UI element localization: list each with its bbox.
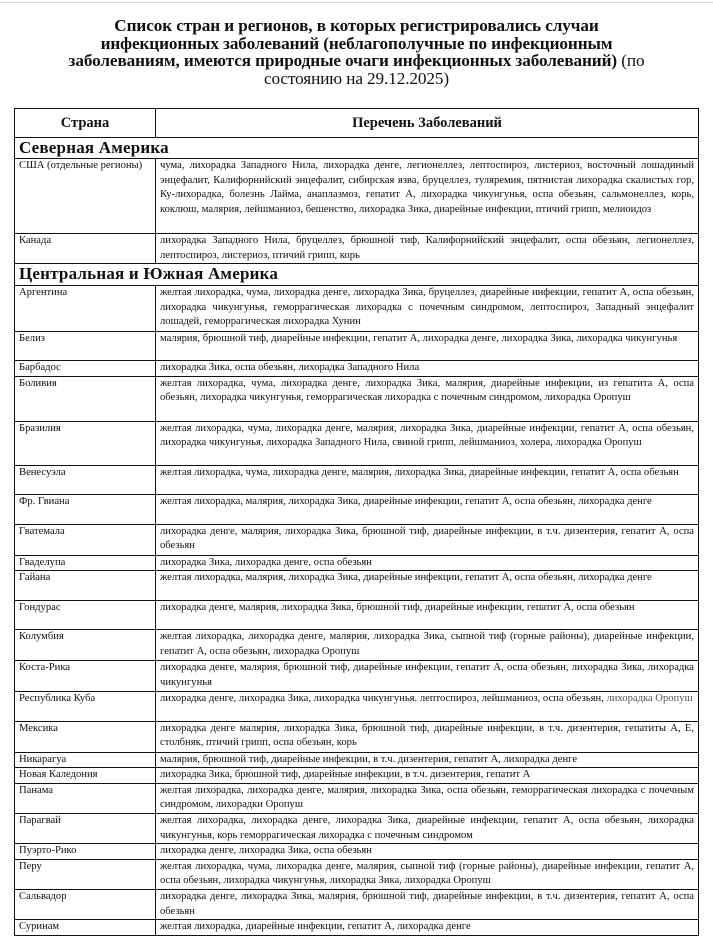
- table-row: [15, 555, 699, 571]
- diseases-cell: [156, 286, 699, 332]
- header-diseases: Перечень Заболеваний: [156, 109, 699, 138]
- table-row: [15, 234, 699, 264]
- diseases-cell: [156, 494, 699, 524]
- table-row: [15, 752, 699, 768]
- diseases-text: желтая лихорадка, малярия, лихорадка Зика, диарейные инфекции, гепатит А, оспа обезьян, лихорадка денге: [160, 572, 652, 584]
- top-divider: [0, 2, 713, 3]
- country-cell: Боливия: [15, 376, 156, 421]
- country-cell: Белиз: [15, 332, 156, 361]
- diseases-text: лихорадка денге, малярия, лихорадка Зика, брюшной тиф, диарейные инфекции, гепатит А, оспа обезьян: [160, 602, 635, 614]
- table-row: [15, 768, 699, 784]
- diseases-cell: [156, 859, 699, 889]
- country-cell: Гватемала: [15, 524, 156, 555]
- diseases-text: лихорадка Зика, лихорадка денге, оспа обезьян: [160, 556, 372, 568]
- table-row: [15, 494, 699, 524]
- country-cell: Суринам: [15, 920, 156, 936]
- table-row: [15, 376, 699, 421]
- table-row: [15, 159, 699, 234]
- table-row: [15, 691, 699, 721]
- header-country: Страна: [15, 109, 156, 138]
- document-title: [60, 17, 653, 87]
- diseases-cell: [156, 661, 699, 691]
- table-row: [15, 361, 699, 377]
- country-cell: США (отдельные регионы): [15, 159, 156, 234]
- table-row: [15, 721, 699, 752]
- table-body: [15, 138, 699, 936]
- diseases-text: лихорадка Зика, оспа обезьян, лихорадка Западного Нила: [160, 362, 420, 374]
- title-date: (по состоянию на 29.12.2025): [263, 51, 645, 88]
- diseases-cell: [156, 920, 699, 936]
- country-cell: Аргентина: [15, 286, 156, 332]
- country-cell: Панама: [15, 783, 156, 813]
- diseases-text: лихорадка денге, лихорадка Зика, оспа обезьян: [160, 845, 372, 857]
- country-cell: Венесуэла: [15, 465, 156, 494]
- country-cell: Новая Каледония: [15, 768, 156, 784]
- table-row: [15, 920, 699, 936]
- diseases-text: желтая лихорадка, чума, лихорадка денге, малярия, лихорадка Зика, диарейные инфекции, гепатит А, оспа обезьян, лихорадка чикунгунья, лихорадка Западного Нила, свиной грипп, лейшманиоз, холера, лихорадка Оропуш: [160, 422, 694, 449]
- diseases-text: лихорадка денге, лихорадка Зика, лихорадка чикунгунья. лептоспироз, лейшманиоз, оспа обезьян,: [160, 692, 604, 704]
- diseases-text: желтая лихорадка, чума, лихорадка денге, малярия, сыпной тиф (горные районы), диарейные инфекции, гепатит А, оспа обезьян, лихорадка чикунгунья, лихорадка Зика, лихорадка Оропуш: [160, 860, 694, 887]
- diseases-text: желтая лихорадка, малярия, лихорадка Зика, диарейные инфекции, гепатит А, оспа обезьян, лихорадка денге: [160, 495, 652, 507]
- table-row: [15, 783, 699, 813]
- diseases-text: малярия, брюшной тиф, диарейные инфекции, в т.ч. дизентерия, гепатит А, лихорадка денге: [160, 753, 578, 765]
- table-row: [15, 286, 699, 332]
- diseases-text: желтая лихорадка, лихорадка денге, малярия, лихорадка Зика, оспа обезьян, геморрагическая лихорадка с почечным синдромом, лихорадки Оропуш: [160, 784, 694, 811]
- diseases-text: желтая лихорадка, чума, лихорадка денге, лихорадка Зика, бруцеллез, диарейные инфекции, гепатит А, оспа обезьян, лихорадка чикунгунья, геморрагическая лихорадка с почечным синдромом, лептоспироз, Западный энцефалит лошадей, геморрагическая лихорадка Хунин: [160, 287, 694, 328]
- table-header-row: [15, 109, 699, 138]
- diseases-cell: [156, 752, 699, 768]
- diseases-text: желтая лихорадка, лихорадка денге, лихорадка Зика, диарейные инфекции, гепатит А, оспа обезьян, лихорадка чикунгунья, корь геморрагическая лихорадка с почечным синдромом: [160, 814, 694, 841]
- diseases-cell: [156, 555, 699, 571]
- table-row: [15, 859, 699, 889]
- country-cell: Гваделупа: [15, 555, 156, 571]
- region-heading: Центральная и Южная Америка: [15, 264, 699, 286]
- countries-table: [14, 108, 699, 936]
- table-row: [15, 844, 699, 860]
- diseases-text: чума, лихорадка Западного Нила, лихорадка денге, легионеллез, лептоспироз, листериоз, восточный лошадиный энцефалит, Калифорнийский энцефалит, сибирская язва, бруцеллез, туляремия, пятнистая лихорадка скалистых гор, Ку-лихорадка, болезнь Лайма, анаплазмоз, гепатит А, лихорадка чикунгунья, оспа обезьян, сальмонеллез, корь, коклюш, малярия, лейшманиоз, бешенство, лихорадка Зика, диарейные инфекции, птичий грипп, мелиоидоз: [160, 160, 694, 215]
- diseases-cell: [156, 768, 699, 784]
- diseases-text: лихорадка Зика, брюшной тиф, диарейные инфекции, в т.ч. дизентерия, гепатит А: [160, 769, 531, 781]
- country-cell: Гайана: [15, 571, 156, 601]
- country-cell: Мексика: [15, 721, 156, 752]
- table-row: [15, 571, 699, 601]
- diseases-text: желтая лихорадка, чума, лихорадка денге, лихорадка Зика, малярия, диарейные инфекции, из гепатита А, оспа обезьян, лихорадка чикунгунья, геморрагическая лихорадка с почечным синдромом, лихорадка Оропуш: [160, 377, 694, 404]
- table-row: [15, 630, 699, 661]
- country-cell: Парагвай: [15, 813, 156, 843]
- country-cell: Республика Куба: [15, 691, 156, 721]
- diseases-cell: [156, 630, 699, 661]
- diseases-cell: [156, 234, 699, 264]
- title-main: Список стран и регионов, в которых регистрировались случаи инфекционных заболеваний (неблагополучные по инфекционным заболеваниям, имеются природные очаги инфекционных заболеваний): [68, 16, 618, 70]
- region-header-row: [15, 138, 699, 159]
- diseases-text: желтая лихорадка, диарейные инфекции, гепатит А, лихорадка денге: [160, 921, 471, 933]
- diseases-cell: [156, 159, 699, 234]
- diseases-text: желтая лихорадка, лихорадка денге, малярия, лихорадка Зика, сыпной тиф (горные районы), диарейные инфекции, гепатит А, оспа обезьян, лихорадка Оропуш: [160, 631, 694, 657]
- table-row: [15, 661, 699, 691]
- country-cell: Коста-Рика: [15, 661, 156, 691]
- diseases-text: лихорадка денге, малярия, брюшной тиф, диарейные инфекции, гепатит А, оспа обезьян, лихорадка Зика, лихорадка чикунгунья: [160, 662, 694, 688]
- diseases-cell: [156, 691, 699, 721]
- country-cell: Гондурас: [15, 601, 156, 630]
- diseases-cell: [156, 889, 699, 919]
- table-row: [15, 889, 699, 919]
- diseases-cell: [156, 465, 699, 494]
- diseases-text: желтая лихорадка, чума, лихорадка денге, малярия, лихорадка Зика, диарейные инфекции, гепатит А, оспа обезьян: [160, 466, 679, 478]
- diseases-cell: [156, 332, 699, 361]
- table-row: [15, 813, 699, 843]
- diseases-text: лихорадка денге, малярия, лихорадка Зика, брюшной тиф, диарейные инфекции, в т.ч. дизентерия, гепатит А, оспа обезьян: [160, 525, 694, 552]
- country-cell: Сальвадор: [15, 889, 156, 919]
- country-cell: Бразилия: [15, 421, 156, 465]
- table-row: [15, 332, 699, 361]
- region-header-row: [15, 264, 699, 286]
- diseases-cell: [156, 783, 699, 813]
- table-row: [15, 601, 699, 630]
- diseases-text: лихорадка денге малярия, лихорадка Зика, брюшной тиф, диарейные инфекции, в т.ч. дизентерия, гепатиты А, Е, столбняк, птичий грипп, оспа обезьян, корь: [160, 722, 694, 749]
- diseases-cell: [156, 844, 699, 860]
- diseases-cell: [156, 571, 699, 601]
- diseases-text: малярия, брюшной тиф, диарейные инфекции, гепатит А, лихорадка денге, лихорадка Зика, лихорадка чикунгунья: [160, 333, 678, 345]
- country-cell: Фр. Гвиана: [15, 494, 156, 524]
- country-cell: Колумбия: [15, 630, 156, 661]
- country-cell: Никарагуа: [15, 752, 156, 768]
- country-cell: Пуэрто-Рико: [15, 844, 156, 860]
- diseases-cell: [156, 601, 699, 630]
- diseases-cell: [156, 421, 699, 465]
- diseases-cell: [156, 361, 699, 377]
- diseases-text: лихорадка Западного Нила, бруцеллез, брюшной тиф, Калифорнийский энцефалит, оспа обезьян, легионеллез, лептоспироз, листериоз, птичий грипп, корь: [160, 235, 694, 261]
- diseases-text-extra: лихорадка Оропуш: [606, 692, 693, 704]
- country-cell: Перу: [15, 859, 156, 889]
- region-heading: Северная Америка: [15, 138, 699, 159]
- table-row: [15, 421, 699, 465]
- country-cell: Канада: [15, 234, 156, 264]
- diseases-cell: [156, 813, 699, 843]
- country-cell: Барбадос: [15, 361, 156, 377]
- diseases-cell: [156, 376, 699, 421]
- table-row: [15, 524, 699, 555]
- diseases-cell: [156, 524, 699, 555]
- table-row: [15, 465, 699, 494]
- diseases-cell: [156, 721, 699, 752]
- diseases-text: лихорадка денге, лихорадка Зика, малярия, брюшной тиф, диарейные инфекции, в т.ч. дизентерия, гепатит А, оспа обезьян: [160, 890, 694, 917]
